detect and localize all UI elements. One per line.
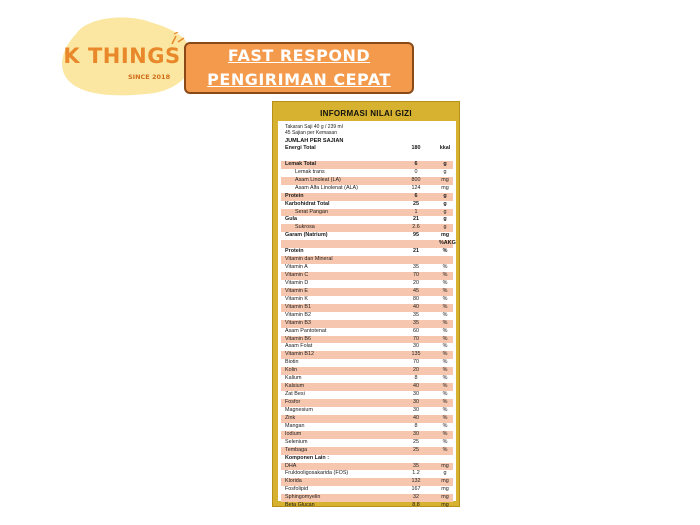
nutrient-unit: kkal xyxy=(439,145,451,151)
nutrient-unit: % xyxy=(442,272,448,278)
nutrient-row xyxy=(281,328,453,336)
nutrition-title: INFORMASI NILAI GIZI xyxy=(320,109,412,118)
nutrient-value: 167 xyxy=(411,486,421,493)
nutrient-unit: % xyxy=(442,359,448,366)
nutrient-unit: % xyxy=(442,287,448,294)
nutrient-unit: % xyxy=(442,438,448,445)
nutrient-label: Vitamin B12 xyxy=(285,351,314,358)
nutrient-label: Asam Pantotenat xyxy=(285,327,327,334)
nutrient-unit: % xyxy=(442,335,448,342)
nutrient-row xyxy=(281,153,453,161)
nutrient-unit: % xyxy=(442,422,448,429)
nutrient-row xyxy=(281,312,453,320)
nutrient-label: Kolin xyxy=(285,367,297,374)
nutrient-row xyxy=(281,486,453,494)
nutrient-row xyxy=(281,264,453,272)
nutrient-label: Fruktooligosakarida (FOS) xyxy=(285,470,349,477)
nutrient-unit: %AKG xyxy=(439,240,456,247)
nutrient-label: Energi Total xyxy=(285,145,316,151)
nutrient-unit: g xyxy=(443,168,447,175)
nutrient-value: 21 xyxy=(413,248,419,255)
nutrient-label: Vitamin D xyxy=(285,279,309,286)
nutrient-unit: % xyxy=(442,319,448,326)
nutrient-label: Vitamin E xyxy=(285,287,308,294)
nutrient-unit: g xyxy=(443,216,447,223)
nutrient-value: 35 xyxy=(413,462,419,469)
nutrient-label: Klorida xyxy=(285,478,302,485)
nutrient-unit: % xyxy=(442,375,448,382)
nutrient-value: 6 xyxy=(414,160,418,167)
nutrition-table xyxy=(278,121,456,509)
nutrient-label: Biotin xyxy=(285,359,299,366)
nutrient-value: 25 xyxy=(413,438,419,445)
nutrient-unit: g xyxy=(443,160,447,167)
nutrient-unit: mg xyxy=(441,462,449,469)
nutrient-label: Iodium xyxy=(285,430,302,437)
nutrient-label: Komponen Lain : xyxy=(285,454,330,461)
nutrient-label: Tembaga xyxy=(285,446,308,453)
nutrient-row xyxy=(281,463,453,471)
nutrient-row xyxy=(281,383,453,391)
nutrient-label: Vitamin B6 xyxy=(285,335,311,342)
nutrient-label: Vitamin A xyxy=(285,264,308,271)
nutrient-value: 40 xyxy=(413,414,419,421)
nutrient-value: 30 xyxy=(413,430,419,437)
nutrient-row xyxy=(281,447,453,455)
nutrient-row xyxy=(281,280,453,288)
nutrient-unit: % xyxy=(442,383,448,390)
nutrient-label: Protein xyxy=(285,192,304,199)
nutrient-unit: % xyxy=(442,279,448,286)
nutrient-row xyxy=(281,407,453,415)
nutrient-value: 0 xyxy=(414,168,418,175)
nutrient-value: 30 xyxy=(413,406,419,413)
nutrient-unit: g xyxy=(443,208,447,215)
nutrient-value: 70 xyxy=(413,359,419,366)
nutrient-row xyxy=(281,502,453,510)
nutrient-row xyxy=(281,177,453,185)
nutrient-value: 6 xyxy=(414,192,418,199)
nutrient-value: 35 xyxy=(413,319,419,326)
nutrient-row xyxy=(281,240,456,248)
nutrient-value: 40 xyxy=(413,383,419,390)
nutrient-unit: mg xyxy=(441,478,449,485)
nutrient-row xyxy=(281,320,453,328)
nutrient-value: 30 xyxy=(413,399,419,405)
nutrient-unit: % xyxy=(442,303,448,310)
nutrient-label: DHA xyxy=(285,462,297,469)
nutrient-value: 32 xyxy=(413,494,419,501)
nutrient-unit: % xyxy=(442,311,448,318)
nutrient-label: Vitamin B1 xyxy=(285,303,311,310)
nutrition-facts-panel xyxy=(272,101,460,507)
nutrient-label: Kalsium xyxy=(285,383,305,390)
nutrient-value: 30 xyxy=(413,343,419,350)
nutrient-unit: % xyxy=(442,343,448,350)
nutrient-unit: mg xyxy=(440,232,450,239)
nutrient-row xyxy=(281,375,453,383)
nutrient-unit: % xyxy=(442,295,448,302)
nutrient-value: 80 xyxy=(413,295,419,302)
nutrient-unit: % xyxy=(442,399,448,405)
nutrient-value: 135 xyxy=(411,351,421,358)
nutrient-unit: mg xyxy=(441,486,449,493)
nutrient-row xyxy=(281,272,453,280)
nutrient-row xyxy=(281,431,453,439)
nutrient-value: 70 xyxy=(413,335,419,342)
serving-size: Takaran Saji 40 g / 239 ml xyxy=(285,124,343,130)
nutrient-row xyxy=(281,193,453,201)
nutrient-row xyxy=(281,161,453,169)
nutrient-unit: % xyxy=(442,406,448,413)
nutrient-value: 20 xyxy=(413,279,419,286)
nutrient-value: 21 xyxy=(413,216,419,223)
nutrient-row xyxy=(281,232,453,240)
nutrient-row xyxy=(281,391,453,399)
nutrient-value: 35 xyxy=(413,264,419,271)
nutrient-label: Magnesium xyxy=(285,406,313,413)
amount-per-serving-header: JUMLAH PER SAJIAN xyxy=(285,138,344,144)
nutrient-value: 2.6 xyxy=(412,224,420,231)
sparkle-icon xyxy=(170,32,186,46)
nutrient-label: Vitamin B3 xyxy=(285,319,311,326)
nutrient-value: 8.8 xyxy=(412,502,420,509)
brand-logo-text: K THINGS xyxy=(63,44,181,68)
nutrient-row xyxy=(281,288,453,296)
nutrient-row xyxy=(281,455,453,463)
nutrient-label: Vitamin B2 xyxy=(285,311,311,318)
nutrient-row xyxy=(281,423,453,431)
nutrient-label: Vitamin dan Mineral xyxy=(285,256,333,263)
nutrient-label: Karbohidrat Total xyxy=(285,200,330,207)
nutrient-unit: % xyxy=(442,327,448,334)
nutrient-label: Garam (Natrium) xyxy=(285,232,328,239)
nutrient-unit: mg xyxy=(441,176,449,183)
nutrient-label: Asam Alfa Linolenat (ALA) xyxy=(295,184,358,191)
nutrient-label: Gula xyxy=(285,216,297,223)
nutrient-value: 8 xyxy=(414,422,418,429)
nutrient-unit: % xyxy=(442,367,448,374)
nutrient-label: Lemak Total xyxy=(285,160,317,167)
nutrient-label: Sukrosa xyxy=(295,224,315,231)
nutrient-label: Vitamin C xyxy=(285,272,309,278)
nutrient-row xyxy=(281,359,453,367)
nutrient-row xyxy=(281,248,453,256)
promo-banner xyxy=(184,42,414,94)
nutrient-value: 95 xyxy=(413,232,419,239)
nutrient-label: Protein xyxy=(285,248,304,255)
nutrient-row xyxy=(281,351,453,359)
nutrient-unit: g xyxy=(443,200,447,207)
nutrient-label: Zink xyxy=(285,414,296,421)
nutrient-row xyxy=(281,224,453,232)
nutrient-rows xyxy=(281,145,456,510)
nutrient-value: 70 xyxy=(413,272,419,278)
nutrient-row xyxy=(281,185,453,193)
nutrient-row xyxy=(281,201,453,209)
nutrient-label: Kalium xyxy=(285,375,302,382)
nutrient-unit: g xyxy=(443,192,447,199)
nutrient-value: 1.2 xyxy=(412,470,420,477)
nutrient-value: 132 xyxy=(411,478,421,485)
promo-line-shipping: PENGIRIMAN CEPAT xyxy=(207,70,391,89)
nutrient-label: Fosfolipid xyxy=(285,486,309,493)
nutrient-unit: g xyxy=(443,470,447,477)
nutrient-row xyxy=(281,209,453,217)
nutrient-row xyxy=(281,439,453,447)
nutrient-label: Fosfor xyxy=(285,399,301,405)
nutrient-row xyxy=(281,256,453,264)
nutrient-value: 1 xyxy=(414,208,418,215)
nutrient-value: 25 xyxy=(413,200,419,207)
nutrient-unit: % xyxy=(442,446,448,453)
nutrient-label: Mangan xyxy=(285,422,305,429)
nutrient-label: Zat Besi xyxy=(285,391,305,398)
nutrient-value: 25 xyxy=(413,446,419,453)
nutrient-unit: mg xyxy=(441,494,449,501)
nutrient-row xyxy=(281,343,453,351)
nutrient-row xyxy=(281,399,453,407)
nutrient-label: Beta Glucan xyxy=(285,502,315,509)
nutrient-unit: % xyxy=(442,414,448,421)
nutrient-value: 124 xyxy=(411,184,421,191)
nutrient-label: Selenium xyxy=(285,438,308,445)
nutrient-row xyxy=(281,494,453,502)
nutrient-label: Sphingomyelin xyxy=(285,494,321,501)
nutrient-row xyxy=(281,296,453,304)
nutrient-row xyxy=(281,470,453,478)
nutrient-row xyxy=(281,216,453,224)
nutrient-value: 30 xyxy=(413,391,419,398)
nutrient-unit: mg xyxy=(441,184,449,191)
nutrient-row xyxy=(281,169,453,177)
nutrient-row xyxy=(281,478,453,486)
nutrient-unit: % xyxy=(442,430,448,437)
nutrient-row xyxy=(281,304,453,312)
nutrient-row xyxy=(281,145,453,153)
nutrient-value: 8 xyxy=(414,375,418,382)
nutrient-value: 40 xyxy=(413,303,419,310)
nutrient-row xyxy=(281,415,453,423)
nutrient-unit: mg xyxy=(441,502,449,509)
nutrient-value: 800 xyxy=(411,176,421,183)
nutrient-value: 60 xyxy=(413,327,419,334)
nutrient-label: Lemak trans xyxy=(295,168,325,175)
nutrient-unit: % xyxy=(442,351,448,358)
nutrient-unit: g xyxy=(443,224,447,231)
nutrient-row xyxy=(281,336,453,344)
nutrient-unit: % xyxy=(442,391,448,398)
nutrient-label: Asam Linoleat (LA) xyxy=(295,176,341,183)
nutrient-row xyxy=(281,367,453,375)
nutrient-label: Asam Folat xyxy=(285,343,313,350)
nutrient-value: 20 xyxy=(413,367,419,374)
nutrient-label: Serat Pangan xyxy=(295,208,328,215)
nutrient-label: Vitamin K xyxy=(285,295,308,302)
nutrient-value: 180 xyxy=(411,145,421,151)
brand-since-label: SINCE 2018 xyxy=(128,73,171,81)
servings-per-pack: 45 Sajian per Kemasan xyxy=(285,130,337,136)
promo-line-fast-respond: FAST RESPOND xyxy=(227,46,371,65)
nutrient-value: 45 xyxy=(413,287,419,294)
nutrient-value: 35 xyxy=(413,311,419,318)
nutrient-unit: % xyxy=(442,264,448,271)
nutrient-unit: % xyxy=(442,248,448,255)
